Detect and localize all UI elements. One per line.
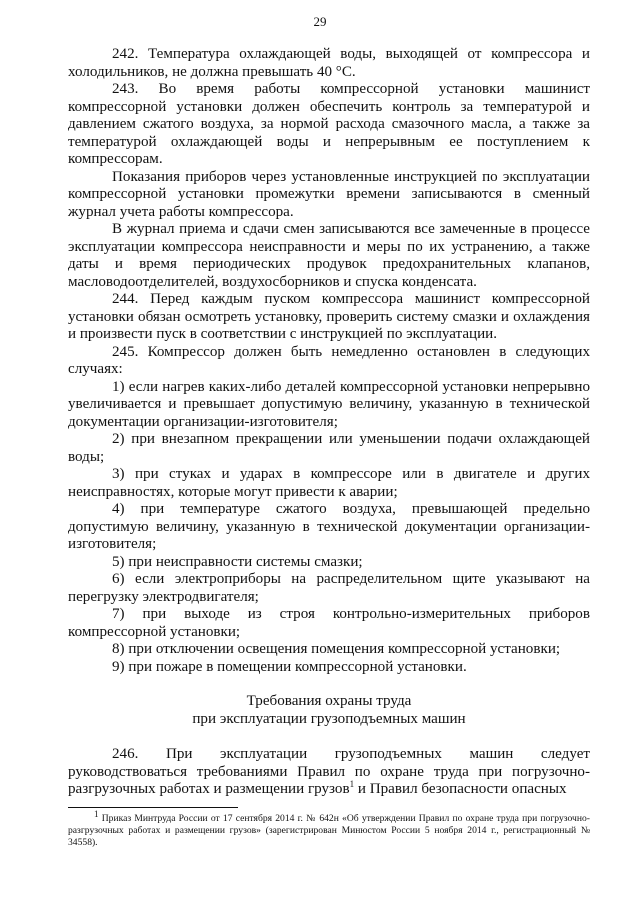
list-item-7: 7) при выходе из строя контрольно-измерительных приборов компрессорной установки;: [68, 606, 590, 640]
section-heading-line-1: Требования охраны труда: [246, 693, 412, 709]
document-body: [68, 46, 590, 799]
paragraph-244: 244. Перед каждым пуском компрессора машинист компрессорной установки обязан осмотреть установку, проверить систему смазки и охлаждения и произвести пуск в соответствии с инструкцией по эксплуатации.: [68, 291, 590, 342]
footnote-reference[interactable]: 1: [349, 778, 355, 789]
footnote: [68, 808, 590, 850]
list-item-5: 5) при неисправности системы смазки;: [112, 553, 363, 570]
paragraph-shift-log: В журнал приема и сдачи смен записываются все замеченные в процессе эксплуатации компрессора неисправности и меры по их устранению, а также даты и время периодических продувок предохранительных клапанов, масловодоотделителей, воздухосборников и спуска конденсата.: [68, 221, 590, 290]
list-item-4: 4) при температуре сжатого воздуха, превышающей предельно допустимую величину, указанную в технической документации организации-изготовителя;: [68, 501, 590, 552]
paragraph-246-text: 246. При эксплуатации грузоподъемных машин следует руководствоваться требованиями Правил по охране труда при погрузочно-разгрузочных работах и размещении грузов: [68, 746, 590, 797]
paragraph-instrument-readings: Показания приборов через установленные инструкцией по эксплуатации компрессорной установки промежутки времени записываются в сменный журнал учета работы компрессора.: [68, 168, 590, 220]
list-item-3: 3) при стуках и ударах в компрессоре или в двигателе и других неисправностях, которые могут привести к аварии;: [68, 466, 590, 500]
list-item-1: 1) если нагрев каких-либо деталей компрессорной установки непрерывно увеличивается и превышает допустимую величину, указанную в технической документации организации-изготовителя;: [68, 378, 590, 430]
list-item-6: 6) если электроприборы на распределительном щите указывают на перегрузку электродвигателя;: [68, 571, 590, 605]
section-heading: [68, 692, 590, 728]
paragraph-246-continuation: и Правил безопасности опасных: [354, 781, 567, 797]
list-item-2: 2) при внезапном прекращении или уменьшении подачи охлаждающей воды;: [68, 431, 590, 465]
paragraph-245: 245. Компрессор должен быть немедленно остановлен в следующих случаях:: [68, 343, 590, 377]
list-item-9: 9) при пожаре в помещении компрессорной установки.: [112, 658, 467, 675]
section-heading-line-2: при эксплуатации грузоподъемных машин: [192, 711, 466, 727]
paragraph-242: 242. Температура охлаждающей воды, выходящей от компрессора и холодильников, не должна превышать 40 °С.: [68, 46, 590, 80]
page-number: 29: [313, 14, 327, 29]
footnote-marker: 1: [94, 808, 99, 819]
paragraph-243: 243. Во время работы компрессорной установки машинист компрессорной установки должен обеспечить контроль за температурой и давлением сжатого воздуха, за нормой расхода смазочного масла, а также за температурой охлаждающей воды и непрерывным ее поступлением к компрессорам.: [68, 81, 590, 167]
footnote-text: Приказ Минтруда России от 17 сентября 2014 г. № 642н «Об утверждении Правил по охране труда при погрузочно-разгрузочных работах и размещении грузов» (зарегистрирован Минюстом России 5 ноября 2014 г., регистрационный № 34558).: [68, 813, 590, 849]
list-item-8: 8) при отключении освещения помещения компрессорной установки;: [112, 641, 561, 657]
paragraph-246: [68, 746, 590, 799]
